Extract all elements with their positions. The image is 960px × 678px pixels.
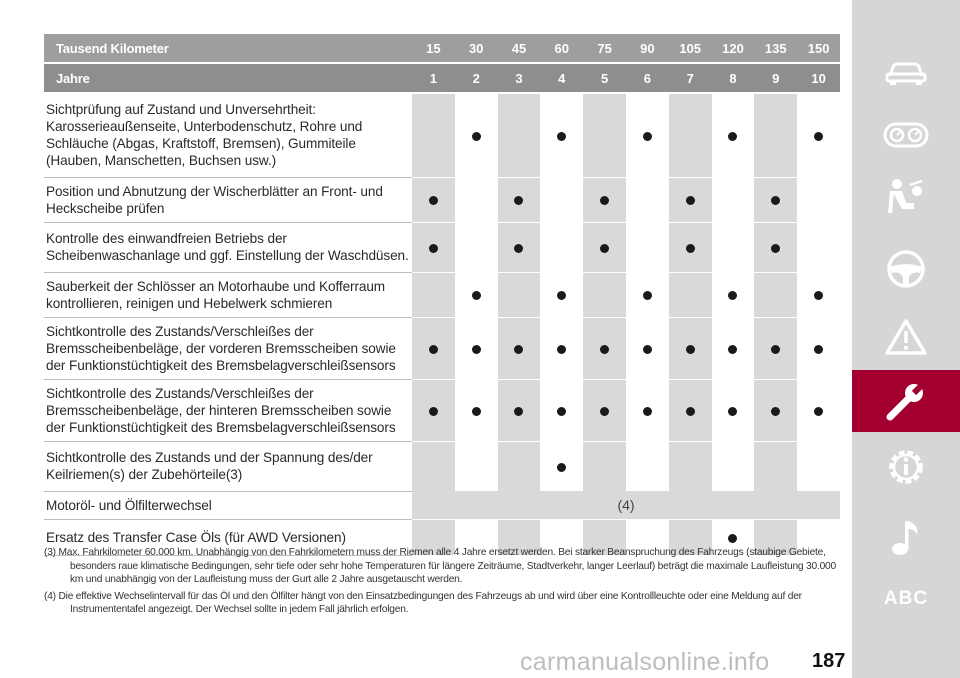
sidebar-item-maintenance[interactable] <box>852 370 960 432</box>
scheduled-dot <box>429 244 438 253</box>
task-description-line: kontrollieren, reinigen und Hebelwerk schmieren <box>46 295 333 311</box>
interval-cell <box>712 441 755 491</box>
interval-cell <box>583 93 626 177</box>
interval-cell <box>455 272 498 317</box>
task-description <box>44 441 412 491</box>
task-description-line: Position und Abnutzung der Wischerblätter an Front- und <box>46 183 383 199</box>
interval-cell <box>797 93 840 177</box>
scheduled-dot <box>600 345 609 354</box>
year-interval-header: 10 <box>797 63 840 93</box>
scheduled-dot <box>514 244 523 253</box>
scheduled-dot <box>600 196 609 205</box>
interval-cell <box>412 441 455 491</box>
warning-triangle-icon <box>885 318 927 356</box>
scheduled-dot <box>557 407 566 416</box>
scheduled-dot <box>600 244 609 253</box>
scheduled-dot <box>771 345 780 354</box>
interval-cell <box>498 441 541 491</box>
header-row-years <box>44 63 840 93</box>
scheduled-dot <box>686 244 695 253</box>
km-interval-header: 90 <box>626 34 669 63</box>
year-interval-header: 5 <box>583 63 626 93</box>
interval-cell <box>455 177 498 222</box>
task-description-line: Kontrolle des einwandfreien Betriebs der <box>46 231 287 246</box>
scheduled-dot <box>557 345 566 354</box>
task-description-line: Sichtkontrolle des Zustands/Verschleißes der <box>46 323 314 339</box>
scheduled-dot <box>728 345 737 354</box>
km-interval-header: 105 <box>669 34 712 63</box>
scheduled-dot <box>771 196 780 205</box>
scheduled-dot <box>771 244 780 253</box>
interval-cell <box>412 93 455 177</box>
interval-cell <box>412 317 455 379</box>
gear-info-icon <box>885 446 927 488</box>
chapter-sidebar <box>852 0 960 678</box>
task-description-line: Motoröl- und Ölfilterwechsel <box>46 497 212 513</box>
scheduled-dot <box>557 291 566 300</box>
interval-cell <box>797 441 840 491</box>
scheduled-dot <box>686 407 695 416</box>
interval-cell <box>754 222 797 272</box>
task-description-line: Sichtkontrolle des Zustands/Verschleißes der <box>46 385 314 401</box>
maintenance-table-section <box>44 34 840 556</box>
interval-cell <box>455 441 498 491</box>
interval-cell <box>455 379 498 441</box>
interval-cell <box>669 222 712 272</box>
interval-cell <box>498 379 541 441</box>
km-interval-header: 120 <box>712 34 755 63</box>
scheduled-dot <box>514 407 523 416</box>
sidebar-item-driving[interactable] <box>852 238 960 300</box>
km-interval-header: 30 <box>455 34 498 63</box>
task-description <box>44 93 412 177</box>
task-description-line: Sichtprüfung auf Zustand und Unversehrtheit: <box>46 102 316 118</box>
year-interval-header: 7 <box>669 63 712 93</box>
scheduled-dot <box>686 196 695 205</box>
table-row <box>44 272 840 317</box>
interval-cell <box>540 379 583 441</box>
interval-cell <box>498 93 541 177</box>
interval-cell <box>583 317 626 379</box>
interval-cell <box>412 272 455 317</box>
task-description-line: Bremsscheibenbeläge, der hinteren Bremsscheiben sowie <box>46 402 392 418</box>
km-interval-header: 45 <box>498 34 541 63</box>
task-description-line: Schläuche (Abgas, Kraftstoff, Bremsen), Gummiteile <box>46 136 356 152</box>
interval-cell <box>583 177 626 222</box>
interval-cell <box>412 177 455 222</box>
scheduled-dot <box>557 132 566 141</box>
interval-cell <box>540 441 583 491</box>
sidebar-item-technical-data[interactable] <box>852 436 960 498</box>
interval-cell <box>712 177 755 222</box>
interval-cell <box>583 441 626 491</box>
year-interval-header: 1 <box>412 63 455 93</box>
interval-cell <box>669 177 712 222</box>
interval-cell <box>754 93 797 177</box>
interval-cell <box>754 272 797 317</box>
interval-cell <box>540 317 583 379</box>
scheduled-dot <box>429 196 438 205</box>
task-description-line: Keilriemen(s) der Zubehörteile(3) <box>46 467 243 482</box>
km-interval-header: 60 <box>540 34 583 63</box>
scheduled-dot <box>472 132 481 141</box>
scheduled-dot <box>771 407 780 416</box>
table-row <box>44 93 840 177</box>
interval-cell <box>498 222 541 272</box>
km-interval-header: 135 <box>754 34 797 63</box>
task-description-line: Ersatz des Transfer Case Öls (für AWD Versionen) <box>46 529 346 545</box>
interval-cell <box>712 93 755 177</box>
task-description <box>44 491 412 519</box>
sidebar-item-safety[interactable] <box>852 166 960 228</box>
interval-cell <box>626 177 669 222</box>
interval-cell <box>754 379 797 441</box>
scheduled-dot <box>814 407 823 416</box>
interval-cell <box>412 222 455 272</box>
km-interval-header: 75 <box>583 34 626 63</box>
scheduled-dot <box>429 345 438 354</box>
table-row <box>44 317 840 379</box>
task-description-line: Scheibenwaschanlage und ggf. Einstellung der Waschdüsen. <box>46 248 409 263</box>
interval-cell <box>626 317 669 379</box>
task-description <box>44 177 412 222</box>
footnote-3: (3) Max. Fahrkilometer 60.000 km. Unabhängig von den Fahrkilometern muss der Riemen alle 4 Jahre ersetzt werden. Bei starker Beanspruchung des Fahrzeugs (staubige Gebiete, besonders raue klimatische Bedingungen, sehr tiefe oder sehr hohe Temperaturen für längere Zeiträume, Stadtverkehr, langer Leerlauf) beträgt die maximale Laufleistung 30.000 km und unabhängig von der Laufleistung muss der Gurt alle 2 Jahre ausgetauscht werden. <box>44 547 836 585</box>
interval-cell <box>797 317 840 379</box>
interval-cell <box>669 379 712 441</box>
interval-cell <box>712 272 755 317</box>
task-description-line: Karosserieaußenseite, Unterbodenschutz, Rohre und <box>46 119 363 135</box>
page-number: 187 <box>812 650 846 672</box>
scheduled-dot <box>514 345 523 354</box>
task-description <box>44 317 412 379</box>
interval-cell <box>583 222 626 272</box>
task-description <box>44 222 412 272</box>
footnotes <box>44 546 844 620</box>
scheduled-dot <box>472 407 481 416</box>
scheduled-dot <box>514 196 523 205</box>
task-description-line: Heckscheibe prüfen <box>46 200 165 216</box>
scheduled-dot <box>472 345 481 354</box>
table-row <box>44 441 840 491</box>
scheduled-dot <box>814 132 823 141</box>
interval-cell <box>626 272 669 317</box>
interval-cell <box>712 379 755 441</box>
interval-cell <box>669 272 712 317</box>
interval-cell <box>583 379 626 441</box>
table-row <box>44 177 840 222</box>
abc-label: ABC <box>883 588 929 609</box>
year-interval-header: 8 <box>712 63 755 93</box>
interval-cell <box>455 317 498 379</box>
interval-cell <box>754 441 797 491</box>
interval-cell <box>540 272 583 317</box>
maintenance-schedule-table <box>44 34 840 556</box>
years-label: Jahre <box>44 63 412 93</box>
interval-cell <box>669 317 712 379</box>
year-interval-header: 4 <box>540 63 583 93</box>
kilometers-label: Tausend Kilometer <box>44 34 412 63</box>
table-row <box>44 379 840 441</box>
car-icon <box>884 56 928 86</box>
year-interval-header: 3 <box>498 63 541 93</box>
interval-cell <box>754 177 797 222</box>
task-description-line: Sauberkeit der Schlösser an Motorhaube und Kofferraum <box>46 278 386 294</box>
km-interval-header: 150 <box>797 34 840 63</box>
scheduled-dot <box>686 345 695 354</box>
task-description-line: Sichtkontrolle des Zustands und der Spannung des/der <box>46 450 373 465</box>
scheduled-dot <box>728 534 737 543</box>
year-interval-header: 9 <box>754 63 797 93</box>
header-row-kilometers <box>44 34 840 63</box>
interval-cell <box>797 272 840 317</box>
table-row <box>44 491 840 519</box>
wrench-icon <box>884 379 928 423</box>
watermark: carmanualsonline.info <box>520 648 770 676</box>
interval-cell <box>626 379 669 441</box>
music-note-icon <box>889 517 923 557</box>
scheduled-dot <box>643 291 652 300</box>
interval-cell <box>540 93 583 177</box>
table-row <box>44 222 840 272</box>
interval-cell <box>583 272 626 317</box>
sidebar-item-car[interactable] <box>852 40 960 102</box>
interval-cell <box>626 222 669 272</box>
task-description-line: der Funktionstüchtigkeit des Bremsbelagverschleißsensors <box>46 357 396 373</box>
sidebar-item-multimedia[interactable] <box>852 506 960 568</box>
scheduled-dot <box>814 291 823 300</box>
scheduled-dot <box>472 291 481 300</box>
interval-note-cell: (4) <box>412 491 840 519</box>
steering-wheel-icon <box>886 249 926 289</box>
interval-cell <box>540 177 583 222</box>
scheduled-dot <box>600 407 609 416</box>
scheduled-dot <box>557 463 566 472</box>
interval-cell <box>797 222 840 272</box>
interval-cell <box>754 317 797 379</box>
km-interval-header: 15 <box>412 34 455 63</box>
dashboard-gauges-icon <box>883 121 929 149</box>
interval-cell <box>455 222 498 272</box>
interval-cell <box>669 441 712 491</box>
interval-cell <box>712 317 755 379</box>
scheduled-dot <box>814 345 823 354</box>
sidebar-item-index[interactable] <box>852 568 960 630</box>
task-description-line: Bremsscheibenbeläge, der vorderen Bremsscheiben sowie <box>46 340 396 356</box>
interval-cell <box>797 177 840 222</box>
interval-cell <box>540 222 583 272</box>
scheduled-dot <box>728 407 737 416</box>
interval-cell <box>797 379 840 441</box>
task-description-line: (Hauben, Manschetten, Buchsen usw.) <box>46 153 276 169</box>
task-description <box>44 379 412 441</box>
task-description-line: der Funktionstüchtigkeit des Bremsbelagverschleißsensors <box>46 419 396 435</box>
scheduled-dot <box>728 132 737 141</box>
interval-cell <box>498 177 541 222</box>
scheduled-dot <box>643 345 652 354</box>
interval-cell <box>626 93 669 177</box>
interval-cell <box>712 222 755 272</box>
interval-cell <box>498 272 541 317</box>
scheduled-dot <box>728 291 737 300</box>
scheduled-dot <box>429 407 438 416</box>
footnote-4: (4) Die effektive Wechselintervall für das Öl und den Ölfilter hängt von den Einsatzbedingungen des Fahrzeugs ab und wird über eine Kontrollleuchte oder eine Meldung auf der Instrumententafel angezeigt. Der Wechsel sollte in jedem Fall jährlich erfolgen. <box>44 590 802 615</box>
sidebar-item-instruments[interactable] <box>852 104 960 166</box>
year-interval-header: 6 <box>626 63 669 93</box>
interval-cell <box>455 93 498 177</box>
scheduled-dot <box>643 132 652 141</box>
year-interval-header: 2 <box>455 63 498 93</box>
seat-occupant-airbag-icon <box>886 177 926 217</box>
task-description <box>44 272 412 317</box>
interval-cell <box>498 317 541 379</box>
interval-cell <box>412 379 455 441</box>
interval-cell <box>669 93 712 177</box>
scheduled-dot <box>643 407 652 416</box>
interval-cell <box>626 441 669 491</box>
sidebar-item-emergency[interactable] <box>852 306 960 368</box>
